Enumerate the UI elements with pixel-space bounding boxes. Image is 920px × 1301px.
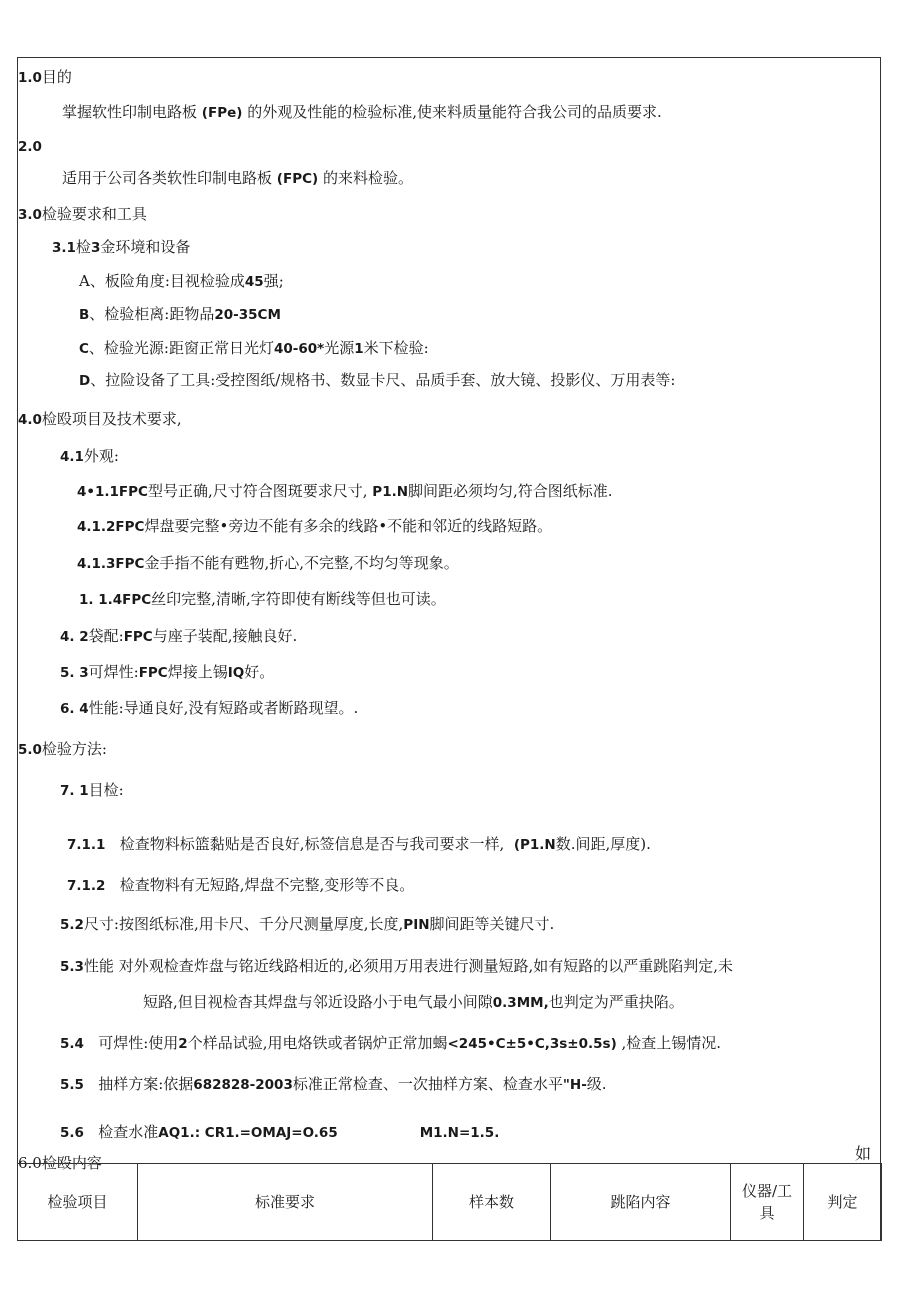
section-2-text: 适用于公司各类软性印制电路板 (FPC) 的来料检验。 <box>62 169 413 187</box>
item-4-1-4: 1. 1.4FPC丝印完整,清晰,字符即使有断线等但也可读。 <box>79 590 446 608</box>
item-5-4: 5.4 可焊性:使用2个样品试验,用电烙铁或者锅炉正常加蝎<245•C±5•C,3s±0.5s) ,检查上锡情况. <box>60 1034 722 1052</box>
item-3-b: B、检验柜离:距物品20-35CM <box>79 305 281 323</box>
margin-char: 如 <box>855 1144 872 1163</box>
item-4-3: 5. 3可焊性:FPC焊接上锡IQ好。 <box>60 663 275 681</box>
section-4-heading: 4.0检殴项目及技术要求, <box>18 410 182 428</box>
item-7-1: 7. 1目检: <box>60 781 124 799</box>
col-standard-requirement: 标准要求 <box>138 1164 433 1241</box>
section-1-text: 掌握软性印制电路板 (FPe) 的外观及性能的检验标准,使来料质量能符合我公司的品质要求. <box>62 103 662 121</box>
item-4-4: 6. 4性能:导通良好,没有短路或者断路现望。. <box>60 699 359 717</box>
item-3-d: D、拉险设备了工具:受控图纸/规格书、数显卡尺、品质手套、放大镜、投影仪、万用表等: <box>79 371 676 389</box>
table-header-row <box>18 1164 882 1241</box>
item-5-6: 5.6 检查水准AQ1.: CR1.=OMAJ=O.65 M1.N=1.5. <box>60 1123 500 1141</box>
item-5-3: 5.3性能 对外观检查炸盘与铭近线路相近的,必须用万用表进行测量短路,如有短路的以严重跳陷判定,未 <box>60 957 733 975</box>
item-4-1-2: 4.1.2FPC焊盘要完整•旁边不能有多余的线路•不能和邻近的线路短路。 <box>77 517 553 535</box>
col-defect-content: 跳陷内容 <box>551 1164 731 1241</box>
section-5-heading: 5.0检验方法: <box>18 740 107 758</box>
section-2-heading: 2.0 <box>18 139 42 155</box>
item-3-a: A、板险角度:目视检验成45强; <box>79 272 284 290</box>
item-5-3-cont: 短路,但目视检杳其焊盘与邻近设路小于电气最小间隙0.3MM,也判定为严重抉陷。 <box>143 993 684 1011</box>
item-7-1-2: 7.1.2 检查物料有无短路,焊盘不完整,变形等不良。 <box>67 876 415 894</box>
item-3-c: C、检验光源:距窗正常日光灯40-60*光源1米下检验: <box>79 339 429 357</box>
section-3-1: 3.1检3金环境和设备 <box>52 238 191 256</box>
item-5-5: 5.5 抽样方案:依据682828-2003标准正常检查、一次抽样方案、检查水平"H-级. <box>60 1075 607 1093</box>
item-4-2: 4. 2袋配:FPC与座子装配,接触良好. <box>60 627 298 645</box>
inspection-table <box>17 1163 882 1241</box>
item-4-1-3: 4.1.3FPC金手指不能有甦物,折心,不完整,不均匀等现象。 <box>77 554 459 572</box>
section-3-heading: 3.0检验要求和工具 <box>18 205 147 223</box>
item-4-1: 4.1外观: <box>60 447 119 465</box>
col-judgement: 判定 <box>804 1164 882 1241</box>
col-inspection-item: 检验项目 <box>18 1164 138 1241</box>
col-instrument-tool: 仪器/工具 <box>731 1164 804 1241</box>
item-7-1-1: 7.1.1 检查物料标篮黏贴是否良好,标签信息是否与我司要求一样, (P1.N数.间距,厚度). <box>67 835 651 853</box>
section-6-heading-cut: 6.0检殴内容 <box>18 1154 102 1172</box>
section-1-heading: 1.0目的 <box>18 68 72 86</box>
item-4-1-1: 4•1.1FPC型号正确,尺寸符合图斑要求尺寸, P1.N脚间距必须均匀,符合图纸标准. <box>77 482 613 500</box>
page-frame <box>17 57 881 1241</box>
item-5-2: 5.2尺寸:按图纸标准,用卡尺、千分尺测量厚度,长度,PIN脚间距等关键尺寸. <box>60 915 555 933</box>
col-sample-size: 样本数 <box>433 1164 551 1241</box>
